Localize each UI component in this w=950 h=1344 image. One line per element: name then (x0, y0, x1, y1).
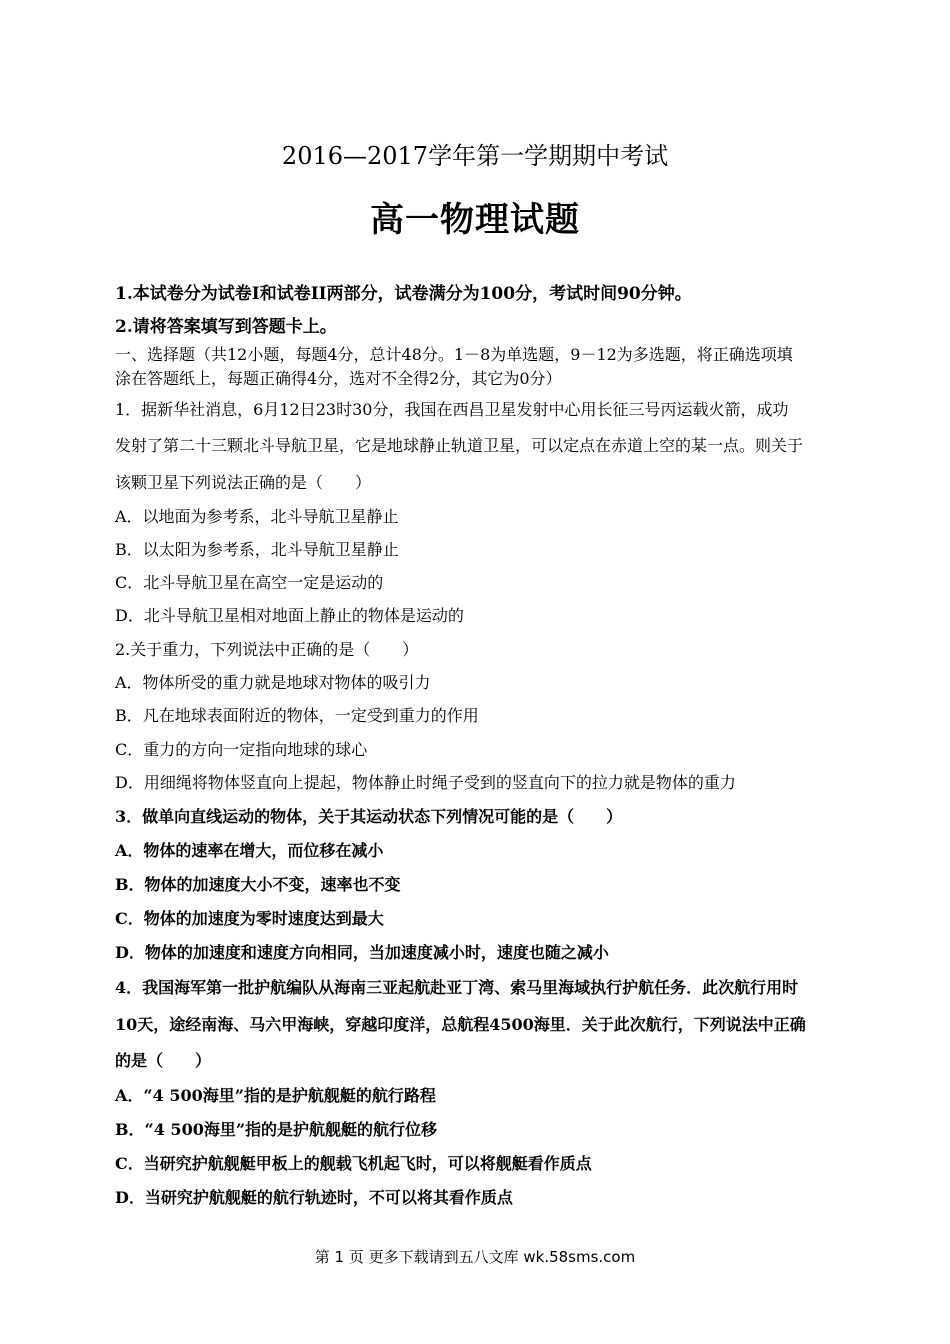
q4-option-b: B．“4 500海里”指的是护航舰艇的航行位移 (115, 1120, 438, 1139)
page-footer: 第 1 页 更多下载请到五八文库 wk.58sms.com (314, 1248, 636, 1266)
q2-stem: 2.关于重力，下列说法中正确的是（ ） (115, 640, 419, 659)
q3-option-c: C．物体的加速度为零时速度达到最大 (115, 909, 384, 928)
exam-subtitle: 高一物理试题 (370, 200, 580, 240)
q3-stem: 3．做单向直线运动的物体，关于其运动状态下列情况可能的是（ ） (115, 807, 623, 826)
q4-option-a: A．“4 500海里”指的是护航舰艇的航行路程 (115, 1086, 436, 1105)
q4-option-d: D．当研究护航舰艇的航行轨迹时，不可以将其看作质点 (115, 1188, 513, 1207)
q4-stem-line-3: 的是（ ） (115, 1051, 212, 1070)
exam-title: 2016—2017学年第一学期期中考试 (281, 142, 669, 170)
q2-option-a: A．物体所受的重力就是地球对物体的吸引力 (115, 673, 431, 692)
q1-option-c: C．北斗导航卫星在高空一定是运动的 (115, 573, 384, 592)
q1-stem-line-2: 发射了第二十三颗北斗导航卫星，它是地球静止轨道卫星，可以定点在赤道上空的某一点。则关于 (115, 436, 804, 455)
instruction-note-2: 2.请将答案填写到答题卡上。 (115, 317, 337, 337)
q1-option-d: D．北斗导航卫星相对地面上静止的物体是运动的 (115, 606, 464, 625)
q4-stem-line-2: 10天，途经南海、马六甲海峡，穿越印度洋，总航程4500海里．关于此次航行，下列说法中正确 (115, 1015, 806, 1034)
q3-option-a: A．物体的速率在增大，而位移在减小 (115, 841, 384, 860)
q1-stem-line-1: 1．据新华社消息，6月12日23时30分，我国在西昌卫星发射中心用长征三号丙运载火箭，成功 (115, 400, 789, 419)
q4-option-c: C．当研究护航舰艇甲板上的舰载飞机起飞时，可以将舰艇看作质点 (115, 1154, 592, 1173)
q2-option-b: B．凡在地球表面附近的物体，一定受到重力的作用 (115, 706, 479, 725)
q4-stem-line-1: 4．我国海军第一批护航编队从海南三亚起航赴亚丁湾、索马里海域执行护航任务．此次航行用时 (115, 978, 799, 997)
section-heading-line-2: 涂在答题纸上，每题正确得4分，选对不全得2分，其它为0分） (115, 369, 562, 388)
section-heading-line-1: 一、选择题（共12小题，每题4分，总计48分。1－8为单选题，9－12为多选题，将正确选项填 (115, 345, 793, 364)
q2-option-d: D．用细绳将物体竖直向上提起，物体静止时绳子受到的竖直向下的拉力就是物体的重力 (115, 773, 736, 792)
q1-stem-line-3: 该颗卫星下列说法正确的是（ ） (115, 473, 372, 492)
q2-option-c: C．重力的方向一定指向地球的球心 (115, 740, 368, 759)
q1-option-a: A．以地面为参考系，北斗导航卫星静止 (115, 507, 399, 526)
instruction-note-1: 1.本试卷分为试卷Ⅰ和试卷II两部分，试卷满分为100分，考试时间90分钟。 (115, 284, 692, 304)
q3-option-d: D．物体的加速度和速度方向相同，当加速度减小时，速度也随之减小 (115, 943, 609, 962)
q3-option-b: B．物体的加速度大小不变，速率也不变 (115, 875, 401, 894)
q1-option-b: B．以太阳为参考系，北斗导航卫星静止 (115, 540, 399, 559)
